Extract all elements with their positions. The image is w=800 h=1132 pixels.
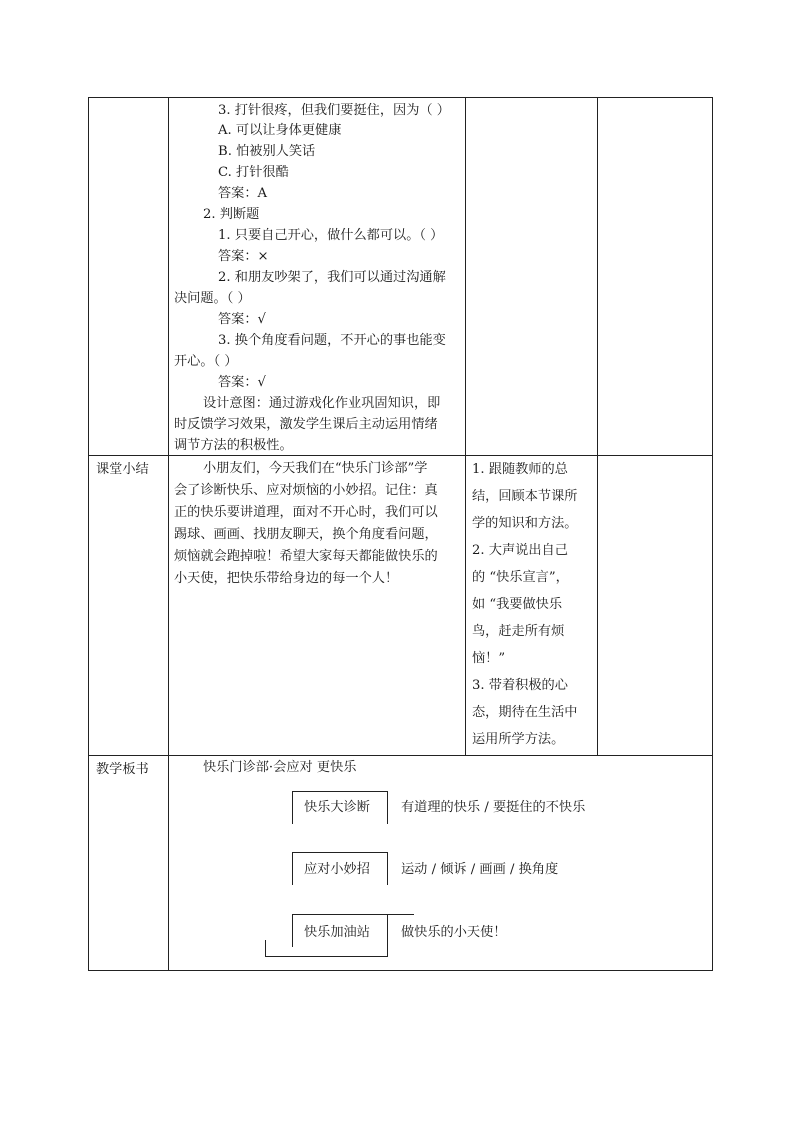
- summary-student-line: 3. 带着积极的心: [472, 678, 568, 693]
- summary-student-line: 如 “我要做快乐: [472, 597, 563, 612]
- exercise-line: A. 可以让身体更健康: [218, 123, 342, 138]
- board-box-top: [292, 914, 414, 915]
- table-border-right: [712, 97, 713, 971]
- board-bracket-right: [387, 940, 388, 957]
- summary-teacher-line: 烦恼就会跑掉啦！希望大家每天都能做快乐的: [174, 549, 438, 564]
- board-box-left: [292, 852, 293, 885]
- exercise-line: 1. 只要自己开心，做什么都可以。（ ）: [218, 228, 444, 243]
- exercise-line: 3. 打针很疼，但我们要挺住，因为（ ）: [218, 103, 450, 118]
- summary-teacher-line: 小朋友们，今天我们在“快乐门诊部”学: [203, 461, 428, 476]
- exercise-line: 答案：×: [218, 249, 269, 264]
- exercise-line: C. 打针很酷: [218, 165, 289, 180]
- table-row-divider-2: [88, 755, 713, 756]
- board-box-left: [292, 791, 293, 824]
- summary-student-line: 的 “快乐宣言”，: [472, 570, 569, 585]
- exercise-line: 时反馈学习效果，激发学生课后主动运用情绪: [174, 417, 438, 432]
- board-box-label: 应对小妙招: [304, 862, 370, 877]
- summary-student-line: 态，期待在生活中: [472, 705, 578, 720]
- board-box-right: [387, 791, 388, 824]
- summary-teacher-line: 踢球、画画、找朋友聊天，换个角度看问题，: [174, 527, 438, 542]
- summary-student-line: 2. 大声说出自己: [472, 543, 568, 558]
- board-bracket-bottom: [265, 956, 387, 957]
- board-item-text: 运动 / 倾诉 / 画画 / 换角度: [401, 862, 559, 877]
- board-box-top: [292, 791, 387, 792]
- summary-row-label: 课堂小结: [96, 462, 149, 477]
- board-title: 快乐门诊部·会应对 更快乐: [203, 760, 357, 775]
- board-bracket-left: [265, 940, 266, 957]
- exercise-line: 答案：√: [218, 375, 266, 390]
- board-box-left: [292, 914, 293, 947]
- board-row-label: 教学板书: [96, 762, 149, 777]
- board-box-top: [292, 852, 387, 853]
- table-col-divider-2: [465, 97, 466, 756]
- exercise-line: 2. 和朋友吵架了，我们可以通过沟通解: [218, 270, 446, 285]
- summary-student-line: 学的知识和方法。: [472, 516, 578, 531]
- exercise-line: 3. 换个角度看问题，不开心的事也能变: [218, 333, 446, 348]
- table-border-bottom: [88, 970, 713, 971]
- exercise-line: 答案：√: [218, 312, 266, 327]
- exercise-line: B. 怕被别人笑话: [218, 144, 316, 159]
- summary-student-line: 恼！”: [472, 651, 506, 666]
- table-border-top: [88, 97, 713, 98]
- exercise-line: 2. 判断题: [203, 207, 260, 222]
- exercise-line: 答案：A: [218, 186, 268, 201]
- exercise-line: 设计意图：通过游戏化作业巩固知识，即: [203, 396, 441, 411]
- summary-teacher-line: 小天使，把快乐带给身边的每一个人！: [174, 571, 399, 586]
- board-box-label: 快乐加油站: [304, 925, 370, 940]
- table-col-divider-1: [168, 97, 169, 971]
- summary-teacher-line: 正的快乐要讲道理，面对不开心时，我们可以: [174, 505, 438, 520]
- board-item-text: 做快乐的小天使！: [401, 925, 507, 940]
- summary-student-line: 运用所学方法。: [472, 732, 565, 747]
- table-col-divider-3: [597, 97, 598, 756]
- summary-student-line: 1. 跟随教师的总: [472, 462, 568, 477]
- exercise-line: 调节方法的积极性。: [174, 438, 293, 453]
- board-item-text: 有道理的快乐 / 要挺住的不快乐: [401, 800, 586, 815]
- board-box-right: [387, 852, 388, 885]
- summary-student-line: 结，回顾本节课所: [472, 489, 578, 504]
- board-box-label: 快乐大诊断: [304, 800, 370, 815]
- summary-teacher-line: 会了诊断快乐、应对烦恼的小妙招。记住：真: [174, 483, 438, 498]
- exercise-line: 决问题。（ ）: [174, 291, 251, 306]
- table-border-left: [88, 97, 89, 971]
- summary-student-line: 鸟，赶走所有烦: [472, 624, 565, 639]
- exercise-line: 开心。（ ）: [174, 354, 238, 369]
